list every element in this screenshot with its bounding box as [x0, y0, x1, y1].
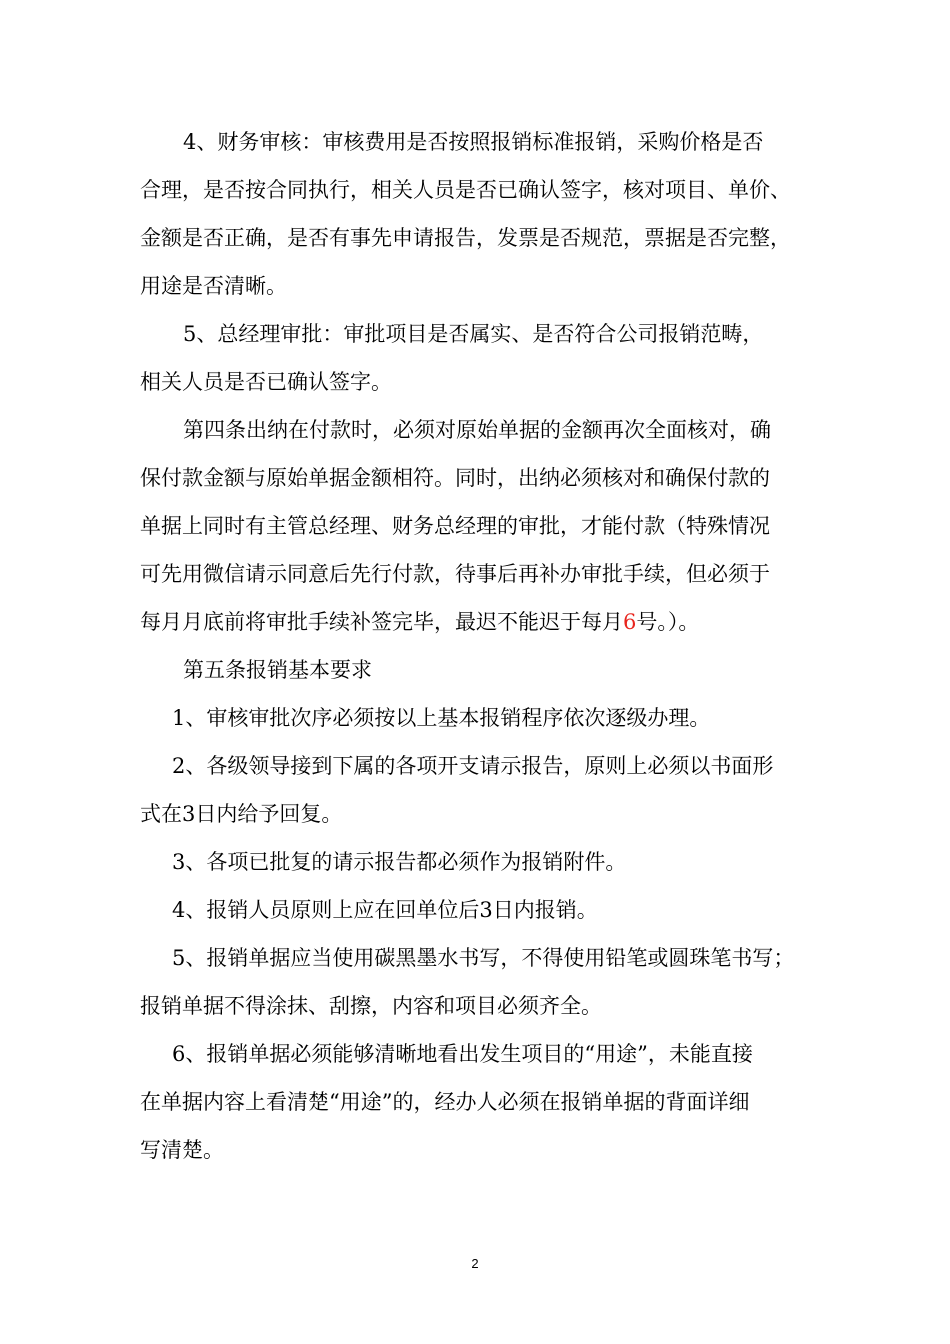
paragraph-line: 在单据内容上看清楚“用途”的，经办人必须在报销单据的背面详细: [140, 1090, 750, 1114]
text-run: 每月月底前将审批手续补签完毕，最迟不能迟于每月: [140, 610, 623, 634]
paragraph-line: 6、报销单据必须能够清晰地看出发生项目的“用途”，未能直接: [172, 1042, 753, 1066]
paragraph-line: 金额是否正确，是否有事先申请报告，发票是否规范，票据是否完整，: [140, 226, 791, 250]
paragraph-line: 1、审核审批次序必须按以上基本报销程序依次逐级办理。: [172, 706, 711, 730]
paragraph-line: 单据上同时有主管总经理、财务总经理的审批，才能付款（特殊情况: [140, 514, 770, 538]
page-number: 2: [471, 1256, 479, 1271]
paragraph-line: 用途是否清晰。: [140, 274, 287, 298]
paragraph-line: 式在3日内给予回复。: [140, 802, 343, 826]
paragraph-line: 写清楚。: [140, 1138, 224, 1162]
highlighted-number: 6: [623, 610, 637, 634]
paragraph-line: 相关人员是否已确认签字。: [140, 370, 392, 394]
paragraph-line: 4、报销人员原则上应在回单位后3日内报销。: [172, 898, 598, 922]
paragraph-line: 合理，是否按合同执行，相关人员是否已确认签字，核对项目、单价、: [140, 178, 791, 202]
paragraph-line: 3、各项已批复的请示报告都必须作为报销附件。: [172, 850, 627, 874]
paragraph-line: 可先用微信请示同意后先行付款，待事后再补办审批手续，但必须于: [140, 562, 770, 586]
paragraph-line: 第四条出纳在付款时，必须对原始单据的金额再次全面核对，确: [183, 418, 771, 442]
paragraph-line: [140, 598, 820, 646]
text-run: 号。）。: [636, 610, 700, 634]
document-body: [140, 118, 820, 1174]
paragraph-line: 2、各级领导接到下属的各项开支请示报告，原则上必须以书面形: [172, 754, 774, 778]
paragraph-line: 4、财务审核：审核费用是否按照报销标准报销，采购价格是否: [183, 130, 764, 154]
paragraph-line: 保付款金额与原始单据金额相符。同时，出纳必须核对和确保付款的: [140, 466, 770, 490]
paragraph-line: 报销单据不得涂抹、刮擦，内容和项目必须齐全。: [140, 994, 602, 1018]
paragraph-line: 5、报销单据应当使用碳黑墨水书写，不得使用铅笔或圆珠笔书写；: [172, 946, 795, 970]
paragraph-line: 5、总经理审批：审批项目是否属实、是否符合公司报销范畴，: [183, 322, 764, 346]
section-heading: 第五条报销基本要求: [183, 658, 372, 682]
